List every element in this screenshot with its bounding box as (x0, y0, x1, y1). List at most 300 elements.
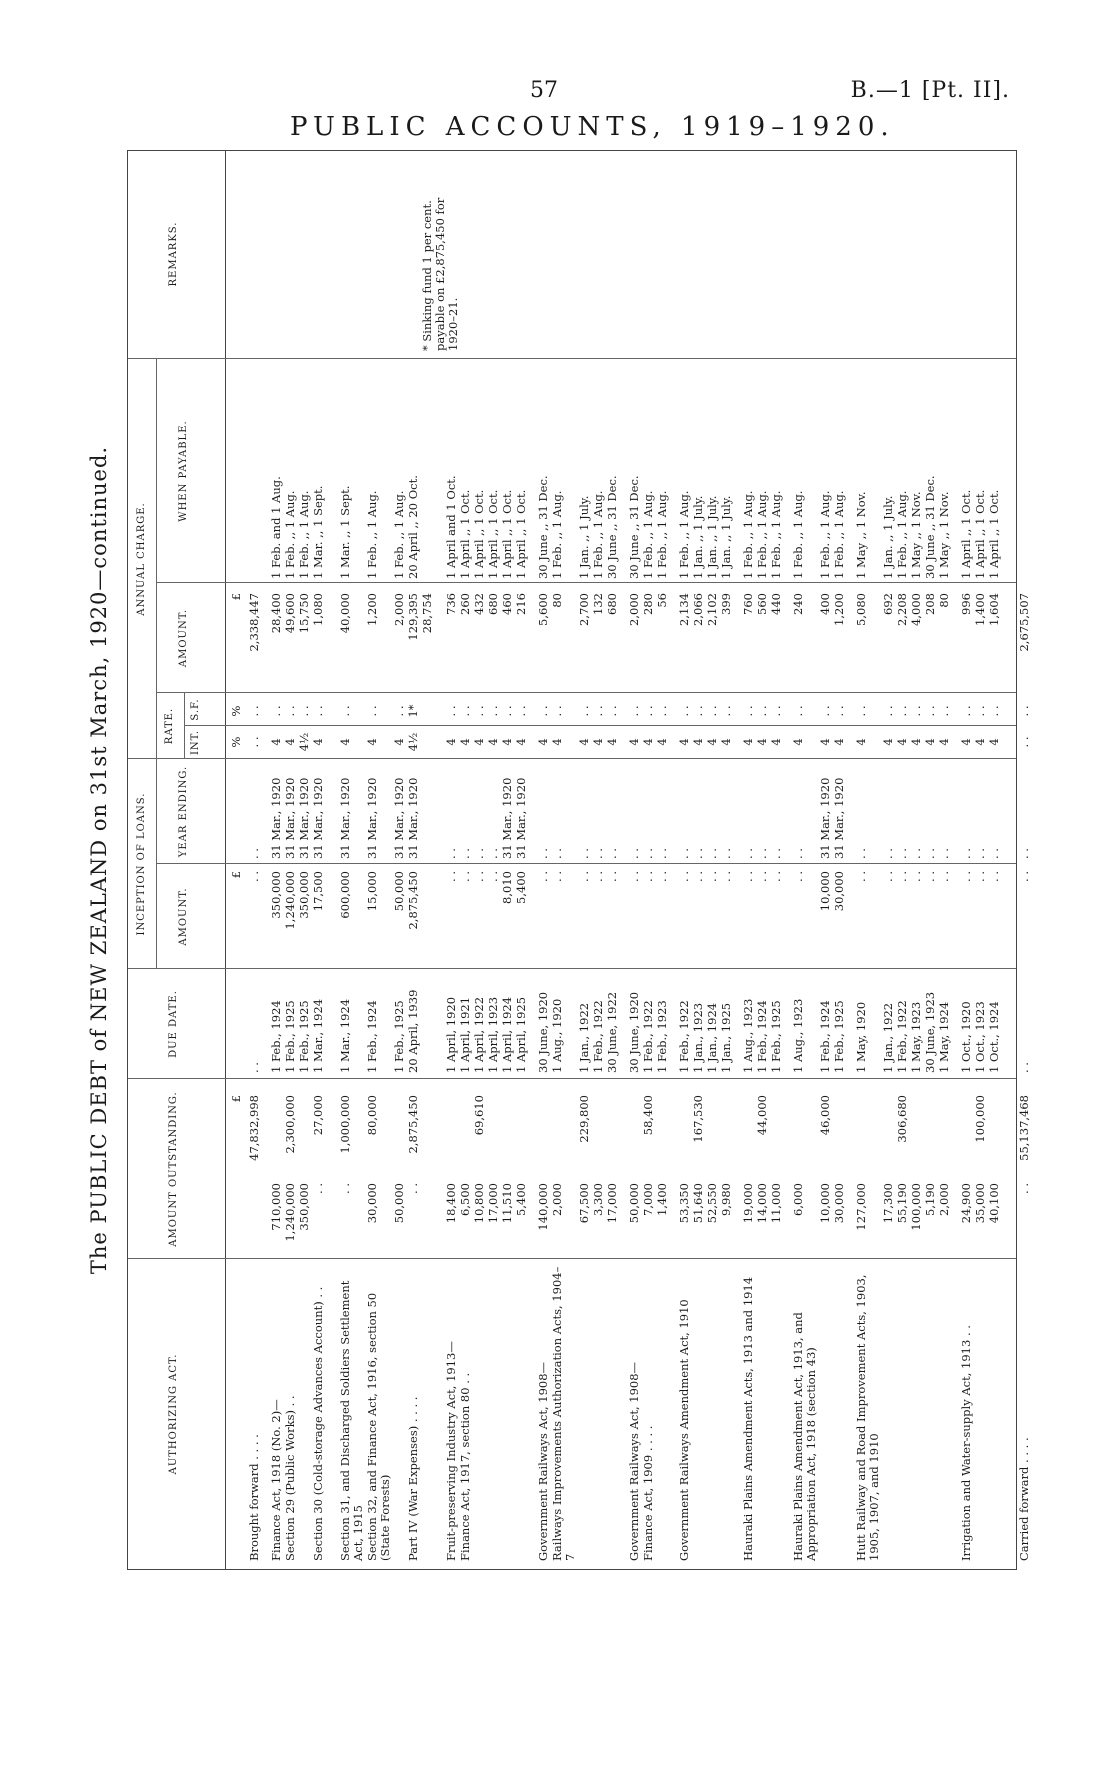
table-header (128, 151, 226, 1569)
interest-rate: 4 (937, 738, 951, 746)
loan-amount: . . (881, 871, 895, 882)
loan-amount: . . (550, 871, 564, 882)
loan-amount: 10,000 (818, 871, 832, 912)
outstanding-total: 80,000 (365, 1095, 379, 1136)
year-ending: 31 Mar., 1920 (832, 777, 846, 859)
sinking-fund-rate: . . (705, 705, 719, 717)
outstanding-part: 19,000 (741, 1183, 755, 1224)
table-row (473, 151, 487, 1569)
outstanding-part: 30,000 (365, 1183, 379, 1224)
due-date: 1 Feb., 1925 (392, 1000, 406, 1073)
sinking-fund-rate: . . (247, 705, 261, 717)
outstanding-part: 5,190 (923, 1183, 937, 1216)
loan-amount: 350,000 (297, 871, 311, 919)
year-ending: . . (987, 848, 1001, 859)
when-payable: 1 Feb. ,, 1 Aug. (655, 490, 669, 579)
authorizing-act: Railways Improvements Authorization Acts, 1904–7 (550, 1266, 577, 1561)
sinking-fund-rate: . . (937, 705, 951, 717)
annual-charge: 5,080 (854, 593, 868, 626)
unit-percent: % (229, 705, 243, 717)
authorizing-act: Section 30 (Cold-storage Advances Account) . . (311, 1286, 325, 1561)
table-row (537, 151, 551, 1569)
due-date: 1 April, 1925 (514, 996, 528, 1073)
annual-charge: 216 (514, 593, 528, 615)
due-date: 1 Feb., 1924 (818, 1000, 832, 1073)
year-ending: 31 Mar., 1920 (514, 777, 528, 859)
outstanding-part: 6,000 (791, 1183, 805, 1216)
remarks: * Sinking fund 1 per cent. payable on £2,875,450 for 1920–21. (420, 197, 460, 351)
when-payable: 1 April ,, 1 Oct. (987, 489, 1001, 579)
loan-amount: . . (591, 871, 605, 882)
authorizing-act: Finance Act, 1909 . . . . (641, 1425, 655, 1561)
annual-charge: 560 (755, 593, 769, 615)
annual-charge: 28,754 (420, 593, 434, 634)
outstanding-part: 10,000 (818, 1183, 832, 1224)
header-inception-of-loans: INCEPTION OF LOANS. (136, 792, 147, 936)
interest-rate: 4 (311, 738, 325, 746)
sinking-fund-rate: . . (895, 705, 909, 717)
annual-charge: 680 (486, 593, 500, 615)
outstanding-part: 50,000 (392, 1183, 406, 1224)
year-ending: . . (719, 848, 733, 859)
table-row (656, 151, 670, 1569)
outstanding-total: 167,530 (691, 1095, 705, 1143)
due-date: 1 Jan., 1925 (719, 1002, 733, 1073)
interest-rate: 4½ (406, 732, 420, 752)
sinking-fund-rate: . . (655, 705, 669, 717)
year-ending: . . (1017, 848, 1031, 859)
sinking-fund-rate: . . (959, 705, 973, 717)
annual-charge: 400 (818, 593, 832, 615)
due-date: 1 Feb., 1923 (655, 1000, 669, 1073)
outstanding-part: 67,500 (577, 1183, 591, 1224)
sinking-fund-rate: . . (741, 705, 755, 717)
table-row (339, 151, 366, 1569)
interest-rate: 4 (719, 738, 733, 746)
sinking-fund-rate: . . (854, 705, 868, 717)
annual-charge: 680 (605, 593, 619, 615)
annual-charge: 15,750 (297, 593, 311, 634)
table-row (896, 151, 910, 1569)
when-payable: 1 Feb. ,, 1 Aug. (641, 490, 655, 579)
sinking-fund-rate: . . (832, 705, 846, 717)
due-date: 1 Feb., 1925 (297, 1000, 311, 1073)
outstanding-total: 100,000 (973, 1095, 987, 1143)
header-rule (156, 359, 157, 759)
header-annual-amount: AMOUNT. (178, 608, 189, 668)
annual-charge: 1,604 (987, 593, 1001, 626)
outstanding-part: 100,000 (909, 1183, 923, 1231)
sinking-fund-rate: . . (881, 705, 895, 717)
when-payable: 1 Feb. and 1 Aug. (269, 476, 283, 579)
due-date: 1 April, 1921 (458, 996, 472, 1073)
annual-charge: 280 (641, 593, 655, 615)
year-ending: . . (895, 848, 909, 859)
due-date: 1 Oct., 1920 (959, 1001, 973, 1073)
authorizing-act: Hauraki Plains Amendment Acts, 1913 and 1914 (741, 1276, 755, 1561)
when-payable: 1 Jan. ,, 1 July. (719, 495, 733, 579)
table-row (742, 151, 756, 1569)
units-row (230, 151, 244, 1569)
sinking-fund-rate: . . (269, 705, 283, 717)
annual-charge: 1,200 (365, 593, 379, 626)
loan-amount: . . (536, 871, 550, 882)
header-rule (184, 693, 185, 759)
sinking-fund-rate: . . (472, 705, 486, 717)
due-date: 1 Feb., 1924 (755, 1000, 769, 1073)
interest-rate: 4 (973, 738, 987, 746)
annual-charge: 129,395 (406, 593, 420, 641)
sinking-fund-rate: . . (514, 705, 528, 717)
year-ending: . . (937, 848, 951, 859)
year-ending: . . (705, 848, 719, 859)
due-date: 1 Mar., 1924 (311, 998, 325, 1073)
table-row (578, 151, 592, 1569)
year-ending: . . (472, 848, 486, 859)
table-row (284, 151, 298, 1569)
year-ending: . . (486, 848, 500, 859)
header-amount-outstanding: AMOUNT OUTSTANDING. (168, 1091, 179, 1247)
when-payable: 1 Feb. ,, 1 Aug. (283, 490, 297, 579)
due-date: 1 Feb., 1924 (365, 1000, 379, 1073)
header-due-date: DUE DATE. (168, 990, 179, 1058)
outstanding-part: 1,400 (655, 1183, 669, 1216)
when-payable: 1 Feb. ,, 1 Aug. (677, 490, 691, 579)
outstanding-part: 50,000 (627, 1183, 641, 1224)
when-payable: 1 May ,, 1 Nov. (854, 491, 868, 579)
part-reference: B.—1 [Pt. II]. (850, 78, 1010, 103)
year-ending: 31 Mar., 1920 (365, 777, 379, 859)
rotated-table-container (87, 150, 1047, 1570)
table-row (882, 151, 896, 1569)
interest-rate: 4½ (297, 732, 311, 752)
loan-amount: . . (973, 871, 987, 882)
annual-charge: 736 (444, 593, 458, 615)
loan-amount: . . (987, 871, 1001, 882)
outstanding-total: 306,680 (895, 1095, 909, 1143)
table-row (692, 151, 706, 1569)
sinking-fund-rate: . . (818, 705, 832, 717)
annual-charge: 28,400 (269, 593, 283, 634)
outstanding-part: 51,640 (691, 1183, 705, 1224)
annual-charge: 2,134 (677, 593, 691, 626)
sinking-fund-rate: . . (987, 705, 1001, 717)
loan-amount: 1,240,000 (283, 871, 297, 930)
annual-charge: 40,000 (338, 593, 352, 634)
interest-rate: 4 (605, 738, 619, 746)
interest-rate: 4 (591, 738, 605, 746)
year-ending: 31 Mar., 1920 (500, 777, 514, 859)
annual-charge: 2,338,447 (247, 593, 261, 652)
authorizing-act: Finance Act, 1917, section 80 . . (458, 1372, 472, 1561)
interest-rate: 4 (458, 738, 472, 746)
unit-pound: £ (229, 593, 243, 601)
loan-amount: . . (755, 871, 769, 882)
sinking-fund-rate: . . (769, 705, 783, 717)
due-date: 1 Jan., 1922 (577, 1002, 591, 1073)
year-ending: . . (741, 848, 755, 859)
annual-charge: 2,066 (691, 593, 705, 626)
loan-amount: . . (677, 871, 691, 882)
due-date: 20 April, 1939 (406, 989, 420, 1073)
sinking-fund-rate: . . (791, 705, 805, 717)
outstanding-total: 229,800 (577, 1095, 591, 1143)
year-ending: . . (755, 848, 769, 859)
loan-amount: . . (854, 871, 868, 882)
authorizing-act: Hauraki Plains Amendment Act, 1913, and Appropriation Act, 1918 (section 43) (791, 1312, 818, 1561)
outstanding-part: 30,000 (832, 1183, 846, 1224)
when-payable: 1 April ,, 1 Oct. (500, 489, 514, 579)
annual-charge: 460 (500, 593, 514, 615)
table-row (924, 151, 938, 1569)
loan-amount: 8,010 (500, 871, 514, 904)
table-title: The PUBLIC DEBT of NEW ZEALAND on 31st March, 1920—continued. (87, 445, 111, 1275)
outstanding-part: 40,100 (987, 1183, 1001, 1224)
when-payable: 1 Jan. ,, 1 July. (705, 495, 719, 579)
when-payable: 20 April ,, 20 Oct. (406, 475, 420, 579)
table-row (366, 151, 393, 1569)
header-authorizing-act: AUTHORIZING ACT. (168, 1353, 179, 1475)
interest-rate: 4 (655, 738, 669, 746)
interest-rate: . . (1017, 736, 1031, 748)
authorizing-act: Brought forward . . . . (247, 1434, 261, 1561)
interest-rate: 4 (641, 738, 655, 746)
loan-amount: . . (959, 871, 973, 882)
interest-rate: 4 (987, 738, 1001, 746)
due-date: 1 April, 1922 (472, 996, 486, 1073)
table-row (445, 151, 459, 1569)
outstanding-total: 2,300,000 (283, 1095, 297, 1154)
when-payable: 1 May ,, 1 Nov. (937, 491, 951, 579)
loan-amount: 17,500 (311, 871, 325, 912)
year-ending: . . (691, 848, 705, 859)
authorizing-act: Hutt Railway and Road Improvement Acts, 1903, 1905, 1907, and 1910 (854, 1274, 881, 1561)
loan-amount: . . (655, 871, 669, 882)
outstanding-part: 127,000 (854, 1183, 868, 1231)
interest-rate: 4 (895, 738, 909, 746)
outstanding-part: 35,000 (973, 1183, 987, 1224)
interest-rate: 4 (514, 738, 528, 746)
authorizing-act: Government Railways Amendment Act, 1910 (677, 1299, 691, 1561)
due-date: 1 April, 1920 (444, 996, 458, 1073)
due-date: 1 Jan., 1924 (705, 1002, 719, 1073)
loan-amount: . . (472, 871, 486, 882)
outstanding-part: 3,300 (591, 1183, 605, 1216)
interest-rate: 4 (444, 738, 458, 746)
table-row (988, 151, 1002, 1569)
loan-amount: . . (577, 871, 591, 882)
loan-amount: . . (705, 871, 719, 882)
due-date: 1 Feb., 1922 (641, 1000, 655, 1073)
annual-charge: 2,000 (392, 593, 406, 626)
when-payable: 1 Jan. ,, 1 July. (881, 495, 895, 579)
authorizing-act: Finance Act, 1918 (No. 2)— (269, 1399, 283, 1561)
sinking-fund-rate: . . (550, 705, 564, 717)
when-payable: 1 Feb. ,, 1 Aug. (755, 490, 769, 579)
when-payable: 30 June ,, 31 Dec. (627, 475, 641, 579)
due-date: 1 Feb., 1925 (283, 1000, 297, 1073)
authorizing-act: Government Railways Act, 1908— (536, 1361, 550, 1561)
outstanding-part: 11,000 (769, 1183, 783, 1224)
interest-rate: 4 (536, 738, 550, 746)
interest-rate: 4 (677, 738, 691, 746)
sinking-fund-rate: . . (641, 705, 655, 717)
interest-rate: 4 (769, 738, 783, 746)
outstanding-part: 24,900 (959, 1183, 973, 1224)
loan-amount: . . (444, 871, 458, 882)
due-date: . . (247, 1062, 261, 1073)
when-payable: 1 Jan. ,, 1 July. (577, 495, 591, 579)
outstanding-total: 27,000 (311, 1095, 325, 1136)
outstanding-total: 44,000 (755, 1095, 769, 1136)
outstanding-part: 52,550 (705, 1183, 719, 1224)
due-date: 30 June, 1920 (627, 991, 641, 1073)
table-row (960, 151, 974, 1569)
year-ending: 31 Mar., 1920 (283, 777, 297, 859)
year-ending: . . (923, 848, 937, 859)
year-ending: . . (591, 848, 605, 859)
interest-rate: 4 (741, 738, 755, 746)
when-payable: 1 Feb. ,, 1 Aug. (550, 490, 564, 579)
annual-charge: 49,600 (283, 593, 297, 634)
when-payable: 1 Feb. ,, 1 Aug. (392, 490, 406, 579)
interest-rate: 4 (691, 738, 705, 746)
authorizing-act: Irrigation and Water-supply Act, 1913 . . (959, 1325, 973, 1561)
when-payable: 1 Feb. ,, 1 Aug. (791, 490, 805, 579)
due-date: 1 Feb., 1922 (591, 1000, 605, 1073)
loan-amount: . . (1017, 871, 1031, 882)
table-row (706, 151, 720, 1569)
sinking-fund-rate: . . (444, 705, 458, 717)
loan-amount: 2,875,450 (406, 871, 420, 930)
brought-forward-row (248, 151, 262, 1569)
when-payable: 1 April ,, 1 Oct. (472, 489, 486, 579)
loan-amount: . . (937, 871, 951, 882)
interest-rate: 4 (627, 738, 641, 746)
loan-amount: . . (769, 871, 783, 882)
page-header (530, 78, 1030, 108)
loan-amount: . . (605, 871, 619, 882)
when-payable: 30 June ,, 31 Dec. (923, 475, 937, 579)
header-rate: RATE. (164, 707, 175, 745)
annual-charge: 692 (881, 593, 895, 615)
interest-rate: 4 (269, 738, 283, 746)
sinking-fund-rate: . . (1017, 705, 1031, 717)
year-ending: . . (854, 848, 868, 859)
due-date: 30 June, 1923 (923, 991, 937, 1073)
loan-amount: . . (247, 871, 261, 882)
outstanding-part: 9,980 (719, 1183, 733, 1216)
table-row (298, 151, 312, 1569)
year-ending: . . (605, 848, 619, 859)
when-payable: 1 Feb. ,, 1 Aug. (818, 490, 832, 579)
outstanding-part: . . (311, 1183, 325, 1194)
header-sf: S.F. (190, 698, 201, 721)
year-ending: . . (641, 848, 655, 859)
interest-rate: 4 (832, 738, 846, 746)
authorizing-act: Section 31, and Discharged Soldiers Settlement Act, 1915 (338, 1280, 365, 1561)
due-date: 1 Jan., 1922 (881, 1002, 895, 1073)
year-ending: 31 Mar., 1920 (406, 777, 420, 859)
table-row (770, 151, 784, 1569)
year-ending: . . (791, 848, 805, 859)
header-remarks: REMARKS. (168, 221, 179, 287)
header-int: INT. (190, 729, 201, 756)
interest-rate: 4 (550, 738, 564, 746)
interest-rate: 4 (959, 738, 973, 746)
when-payable: 30 June ,, 31 Dec. (536, 475, 550, 579)
outstanding-part: 14,000 (755, 1183, 769, 1224)
table-row (910, 151, 924, 1569)
when-payable: 1 April and 1 Oct. (444, 475, 458, 579)
loan-amount: . . (486, 871, 500, 882)
header-annual-charge: ANNUAL CHARGE. (136, 502, 147, 616)
table-row (459, 151, 473, 1569)
sinking-fund-rate: . . (500, 705, 514, 717)
table-row (592, 151, 606, 1569)
interest-rate: 4 (791, 738, 805, 746)
interest-rate: 4 (500, 738, 514, 746)
annual-charge: 2,700 (577, 593, 591, 626)
due-date: 1 May, 1920 (854, 1001, 868, 1073)
outstanding-part: 17,000 (605, 1183, 619, 1224)
year-ending: . . (677, 848, 691, 859)
due-date: 30 June, 1922 (605, 991, 619, 1073)
year-ending: . . (769, 848, 783, 859)
outstanding-part: 7,000 (641, 1183, 655, 1216)
outstanding-part: 5,400 (514, 1183, 528, 1216)
when-payable: 1 Mar. ,, 1 Sept. (338, 485, 352, 579)
header-when-payable: WHEN PAYABLE. (178, 420, 189, 522)
loan-amount: . . (909, 871, 923, 882)
table-row (974, 151, 988, 1569)
year-ending: 31 Mar., 1920 (392, 777, 406, 859)
when-payable: 1 April ,, 1 Oct. (973, 489, 987, 579)
due-date: 1 Feb., 1925 (832, 1000, 846, 1073)
annual-charge: 1,400 (973, 593, 987, 626)
sinking-fund-rate: . . (605, 705, 619, 717)
outstanding-part: 18,400 (444, 1183, 458, 1224)
sinking-fund-rate: . . (591, 705, 605, 717)
outstanding-total: 58,400 (641, 1095, 655, 1136)
table-row (678, 151, 692, 1569)
loan-amount: 600,000 (338, 871, 352, 919)
table-row (515, 151, 529, 1569)
when-payable: 1 April ,, 1 Oct. (514, 489, 528, 579)
when-payable: 1 Feb. ,, 1 Aug. (297, 490, 311, 579)
outstanding-total: 69,610 (472, 1095, 486, 1136)
authorizing-act: Part IV (War Expenses) . . . . (406, 1396, 420, 1561)
year-ending: . . (909, 848, 923, 859)
when-payable: 1 Feb. ,, 1 Aug. (895, 490, 909, 579)
due-date: 1 Feb., 1924 (269, 1000, 283, 1073)
interest-rate: 4 (577, 738, 591, 746)
outstanding-part: . . (338, 1183, 352, 1194)
annual-charge: 2,675,507 (1017, 593, 1031, 652)
sinking-fund-rate: . . (923, 705, 937, 717)
table-row (756, 151, 770, 1569)
due-date: 1 Oct., 1923 (973, 1001, 987, 1073)
table-row (855, 151, 882, 1569)
annual-charge: 240 (791, 593, 805, 615)
loan-amount: . . (691, 871, 705, 882)
year-ending: . . (550, 848, 564, 859)
outstanding-total: 46,000 (818, 1095, 832, 1136)
loan-amount: . . (741, 871, 755, 882)
header-year-ending: YEAR ENDING. (178, 765, 189, 858)
outstanding-part: 53,350 (677, 1183, 691, 1224)
unit-pound: £ (229, 1095, 243, 1103)
